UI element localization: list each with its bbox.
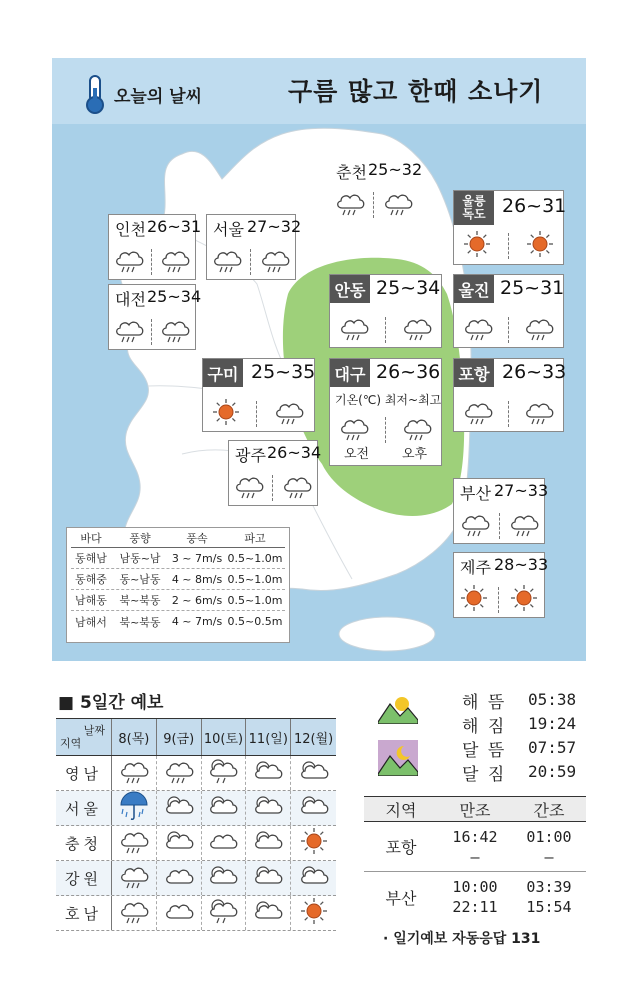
card-chuncheon [330, 158, 423, 224]
region-name: 호남 [56, 896, 112, 930]
day-header: 12(월) [293, 731, 334, 747]
sunset-mountain-icon [378, 690, 418, 724]
sunset-time: 19:24 [528, 714, 577, 733]
cloud-sun-icon [162, 793, 196, 823]
city-badge: 포항 [454, 359, 494, 387]
cloud-rain-icon [117, 826, 151, 860]
cloud-sun-icon [251, 828, 285, 858]
forecast-cell [157, 756, 202, 790]
forecast-cell [112, 896, 157, 930]
wind-speed: 3 ~ 7m/s [171, 551, 223, 565]
cloud-sun-icon [251, 898, 285, 928]
cloud-rain-icon [117, 756, 151, 790]
cloud-rain-icon [272, 397, 306, 431]
header-wave-height: 파고 [244, 531, 266, 545]
separator [385, 417, 386, 443]
sun-icon [509, 583, 539, 617]
forecast-cell [112, 791, 157, 825]
corner-region-label: 지역 [60, 737, 82, 750]
cloud-rain-icon [522, 397, 556, 431]
wind-speed: 4 ~ 7m/s [171, 615, 223, 628]
cloud-rain-icon [458, 509, 492, 543]
city-badge: 대구 [330, 359, 370, 387]
sea-name: 남해동 [75, 594, 107, 607]
city-name: 부산 [460, 484, 491, 503]
forecast-cell [246, 791, 291, 825]
moon-mountain-icon [378, 740, 418, 776]
day-header: 11(일) [246, 719, 291, 755]
wave-height: 0.5~1.0m [227, 572, 283, 586]
high-tide-time: – [470, 847, 480, 866]
wind-speed: 2 ~ 6m/s [171, 593, 223, 607]
separator [250, 249, 251, 275]
cloud-rain-icon [210, 245, 244, 279]
card-incheon [108, 214, 202, 280]
cloud-rain-icon [112, 245, 146, 279]
card-busan [453, 478, 549, 544]
low-tide-times [512, 822, 586, 871]
header-wind-speed: 풍속 [186, 531, 208, 545]
separator [499, 513, 500, 539]
low-tide-time: 01:00 [526, 827, 572, 846]
header-low-tide: 간조 [533, 800, 565, 820]
separator [508, 317, 509, 343]
day-header: 8(목) [112, 719, 157, 755]
cloud-sun-icon [162, 828, 196, 858]
city-badge: 구미 [203, 359, 243, 387]
separator [385, 317, 386, 343]
separator [151, 319, 152, 345]
cloud-icon [206, 828, 240, 858]
city-temp: 26~33 [502, 361, 567, 383]
cloud-rain-icon [333, 188, 367, 222]
region-name: 서울 [56, 791, 112, 825]
moonrise-time: 07:57 [528, 738, 577, 757]
cloud-sun-icon [251, 793, 285, 823]
card-seoul [206, 214, 302, 280]
corner-cell [56, 719, 112, 755]
high-tide-times [438, 872, 512, 922]
day-header: 10(토) [202, 719, 247, 755]
forecast-cell [246, 756, 291, 790]
cloud-rain-icon [461, 313, 495, 347]
forecast-cell [291, 861, 336, 895]
separator [373, 192, 374, 218]
sun-icon [299, 896, 329, 930]
table-row [71, 569, 285, 590]
thermometer-icon [82, 74, 108, 114]
sea-name: 동해중 [75, 573, 107, 586]
rain-umbrella-icon [117, 790, 151, 826]
city-temp: 26~34 [267, 443, 322, 462]
tide-table [364, 796, 586, 922]
table-row [364, 822, 586, 872]
sea-condition-table [66, 527, 290, 643]
title-bar [52, 58, 586, 124]
forecast-cell [202, 756, 247, 790]
sunrise-label: 해 뜸 [462, 693, 507, 713]
sea-name: 남해서 [75, 615, 107, 629]
city-name: 제주 [460, 558, 491, 577]
wind-direction: 남동~남 [119, 552, 161, 565]
wave-height: 0.5~1.0m [227, 551, 283, 565]
high-tide-times [438, 822, 512, 871]
high-tide-time: 16:42 [452, 827, 498, 846]
high-tide-time: 22:11 [452, 898, 498, 916]
am-label: 오전 [344, 447, 370, 462]
cloud-rain-icon [117, 896, 151, 930]
cloud-rain-icon [337, 313, 371, 347]
header-region: 지역 [385, 800, 417, 820]
cloud-rain-icon [381, 188, 415, 222]
city-temp: 25~32 [368, 160, 423, 179]
cloud-rain-icon [507, 509, 541, 543]
high-tide-time: 10:00 [452, 878, 498, 896]
wind-direction: 동~남동 [119, 573, 161, 586]
city-temp: 26~36 [376, 361, 441, 383]
forecast-cell [157, 861, 202, 895]
forecast-cell [157, 896, 202, 930]
cloud-rain-icon [112, 315, 146, 349]
sea-table-header [71, 528, 285, 548]
city-name: 광주 [235, 446, 266, 465]
separator [256, 401, 257, 427]
sunrise-time: 05:38 [528, 690, 577, 709]
title-left [82, 74, 202, 114]
city-temp: 26~31 [147, 217, 202, 236]
cloud-rain-icon [162, 756, 196, 790]
forecast-cell [112, 756, 157, 790]
table-row [364, 872, 586, 922]
wave-height: 0.5~1.0m [227, 593, 283, 607]
table-row [56, 861, 336, 896]
temp-legend: 기온(℃) 최저~최고 [335, 393, 442, 407]
forecast-cell [291, 756, 336, 790]
card-daegu [329, 358, 442, 466]
forecast-cell [291, 791, 336, 825]
city-temp: 28~33 [494, 555, 549, 574]
five-day-forecast-title: ■ 5일간 예보 [58, 693, 164, 713]
forecast-cell [202, 861, 247, 895]
card-uljin [453, 274, 564, 348]
city-temp: 25~34 [376, 277, 441, 299]
moonset-label: 달 짐 [462, 765, 507, 785]
city-name: 인천 [115, 220, 146, 239]
separator [508, 233, 509, 259]
header-wind-direction: 풍향 [129, 531, 151, 545]
separator [508, 401, 509, 427]
forecast-cell [157, 826, 202, 860]
forecast-cell [157, 791, 202, 825]
forecast-cell [246, 896, 291, 930]
table-row [56, 826, 336, 861]
sun-icon [299, 826, 329, 860]
tide-header [364, 796, 586, 822]
auto-response-note: · 일기예보 자동응답 131 [383, 931, 541, 947]
header-high-tide: 만조 [459, 800, 491, 820]
cloud-rain-icon [522, 313, 556, 347]
table-row [56, 896, 336, 931]
city-name: 대전 [115, 290, 146, 309]
cloud-sun-icon [206, 863, 240, 893]
cloud-rain-icon [400, 413, 434, 447]
low-tide-time: 15:54 [526, 898, 572, 916]
cloud-icon [162, 863, 196, 893]
cloud-icon [162, 898, 196, 928]
cloud-sun-icon [297, 758, 331, 788]
card-andong [329, 274, 442, 348]
forecast-cell [291, 896, 336, 930]
city-badge: 안동 [330, 275, 370, 303]
sun-icon [525, 229, 555, 263]
day-header: 9(금) [157, 719, 202, 755]
header-sea: 바다 [80, 531, 102, 545]
cloud-sun-icon [251, 863, 285, 893]
five-day-forecast-table [56, 718, 336, 931]
city-temp: 25~35 [251, 361, 316, 383]
today-weather-label: 오늘의 날씨 [114, 86, 203, 107]
separator [272, 475, 273, 501]
moonset-time: 20:59 [528, 762, 577, 781]
cloud-sun-icon [206, 793, 240, 823]
card-jeju [453, 552, 549, 618]
cloud-sun-icon [297, 863, 331, 893]
sun-icon [459, 583, 489, 617]
forecast-cell [291, 826, 336, 860]
sea-name: 동해남 [75, 552, 107, 565]
forecast-cell [246, 861, 291, 895]
sunset-label: 해 짐 [462, 717, 507, 737]
cloud-sun-rain-icon [206, 756, 240, 790]
cloud-rain-icon [232, 471, 266, 505]
cloud-rain-icon [461, 397, 495, 431]
low-tide-time: 03:39 [526, 878, 572, 896]
city-temp: 26~31 [502, 195, 567, 217]
card-gumi [202, 358, 315, 432]
region-name: 영남 [56, 756, 112, 790]
forecast-cell [202, 826, 247, 860]
region-name: 충청 [56, 826, 112, 860]
card-pohang [453, 358, 567, 432]
table-row [71, 611, 285, 632]
cloud-rain-icon [280, 471, 314, 505]
tide-region: 부산 [385, 888, 417, 908]
cloud-rain-icon [158, 245, 192, 279]
cloud-rain-icon [117, 861, 151, 895]
forecast-cell [202, 791, 247, 825]
wave-height: 0.5~0.5m [227, 615, 283, 628]
weather-headline: 구름 많고 한때 소나기 [288, 77, 544, 106]
moonrise-label: 달 뜸 [462, 741, 507, 761]
card-gwangju [228, 440, 322, 506]
table-row [56, 756, 336, 791]
wind-direction: 북~북동 [119, 615, 161, 629]
cloud-sun-rain-icon [206, 896, 240, 930]
wind-speed: 4 ~ 8m/s [171, 572, 223, 586]
low-tide-times [512, 872, 586, 922]
city-name: 서울 [213, 220, 244, 239]
sun-icon [211, 397, 241, 431]
city-temp: 27~33 [494, 481, 549, 500]
card-daejeon [108, 284, 202, 350]
corner-date-label: 날짜 [83, 724, 105, 737]
forecast-cell [246, 826, 291, 860]
cloud-rain-icon [337, 413, 371, 447]
pm-label: 오후 [402, 447, 428, 462]
table-row [56, 791, 336, 826]
city-temp: 25~31 [500, 277, 565, 299]
city-temp: 25~34 [147, 287, 202, 306]
table-row [71, 590, 285, 611]
cloud-sun-icon [251, 758, 285, 788]
cloud-sun-icon [297, 793, 331, 823]
forecast-header-row [56, 718, 336, 756]
city-temp: 27~32 [247, 217, 302, 236]
separator [498, 587, 499, 613]
tide-region: 포항 [385, 838, 417, 857]
region-name: 강원 [56, 861, 112, 895]
forecast-rows [56, 756, 336, 931]
city-name: 춘천 [336, 163, 367, 182]
city-badge: 울릉 독도 [454, 191, 494, 225]
wind-direction: 북~북동 [119, 594, 161, 607]
forecast-cell [112, 826, 157, 860]
cloud-rain-icon [400, 313, 434, 347]
jeju-island [339, 617, 435, 651]
low-tide-time: – [544, 847, 554, 866]
forecast-cell [112, 861, 157, 895]
separator [151, 249, 152, 275]
forecast-cell [202, 896, 247, 930]
cloud-rain-icon [158, 315, 192, 349]
cloud-rain-icon [258, 245, 292, 279]
city-badge: 울진 [454, 275, 494, 303]
card-ulleung [453, 190, 567, 265]
sun-icon [462, 229, 492, 263]
table-row [71, 548, 285, 569]
